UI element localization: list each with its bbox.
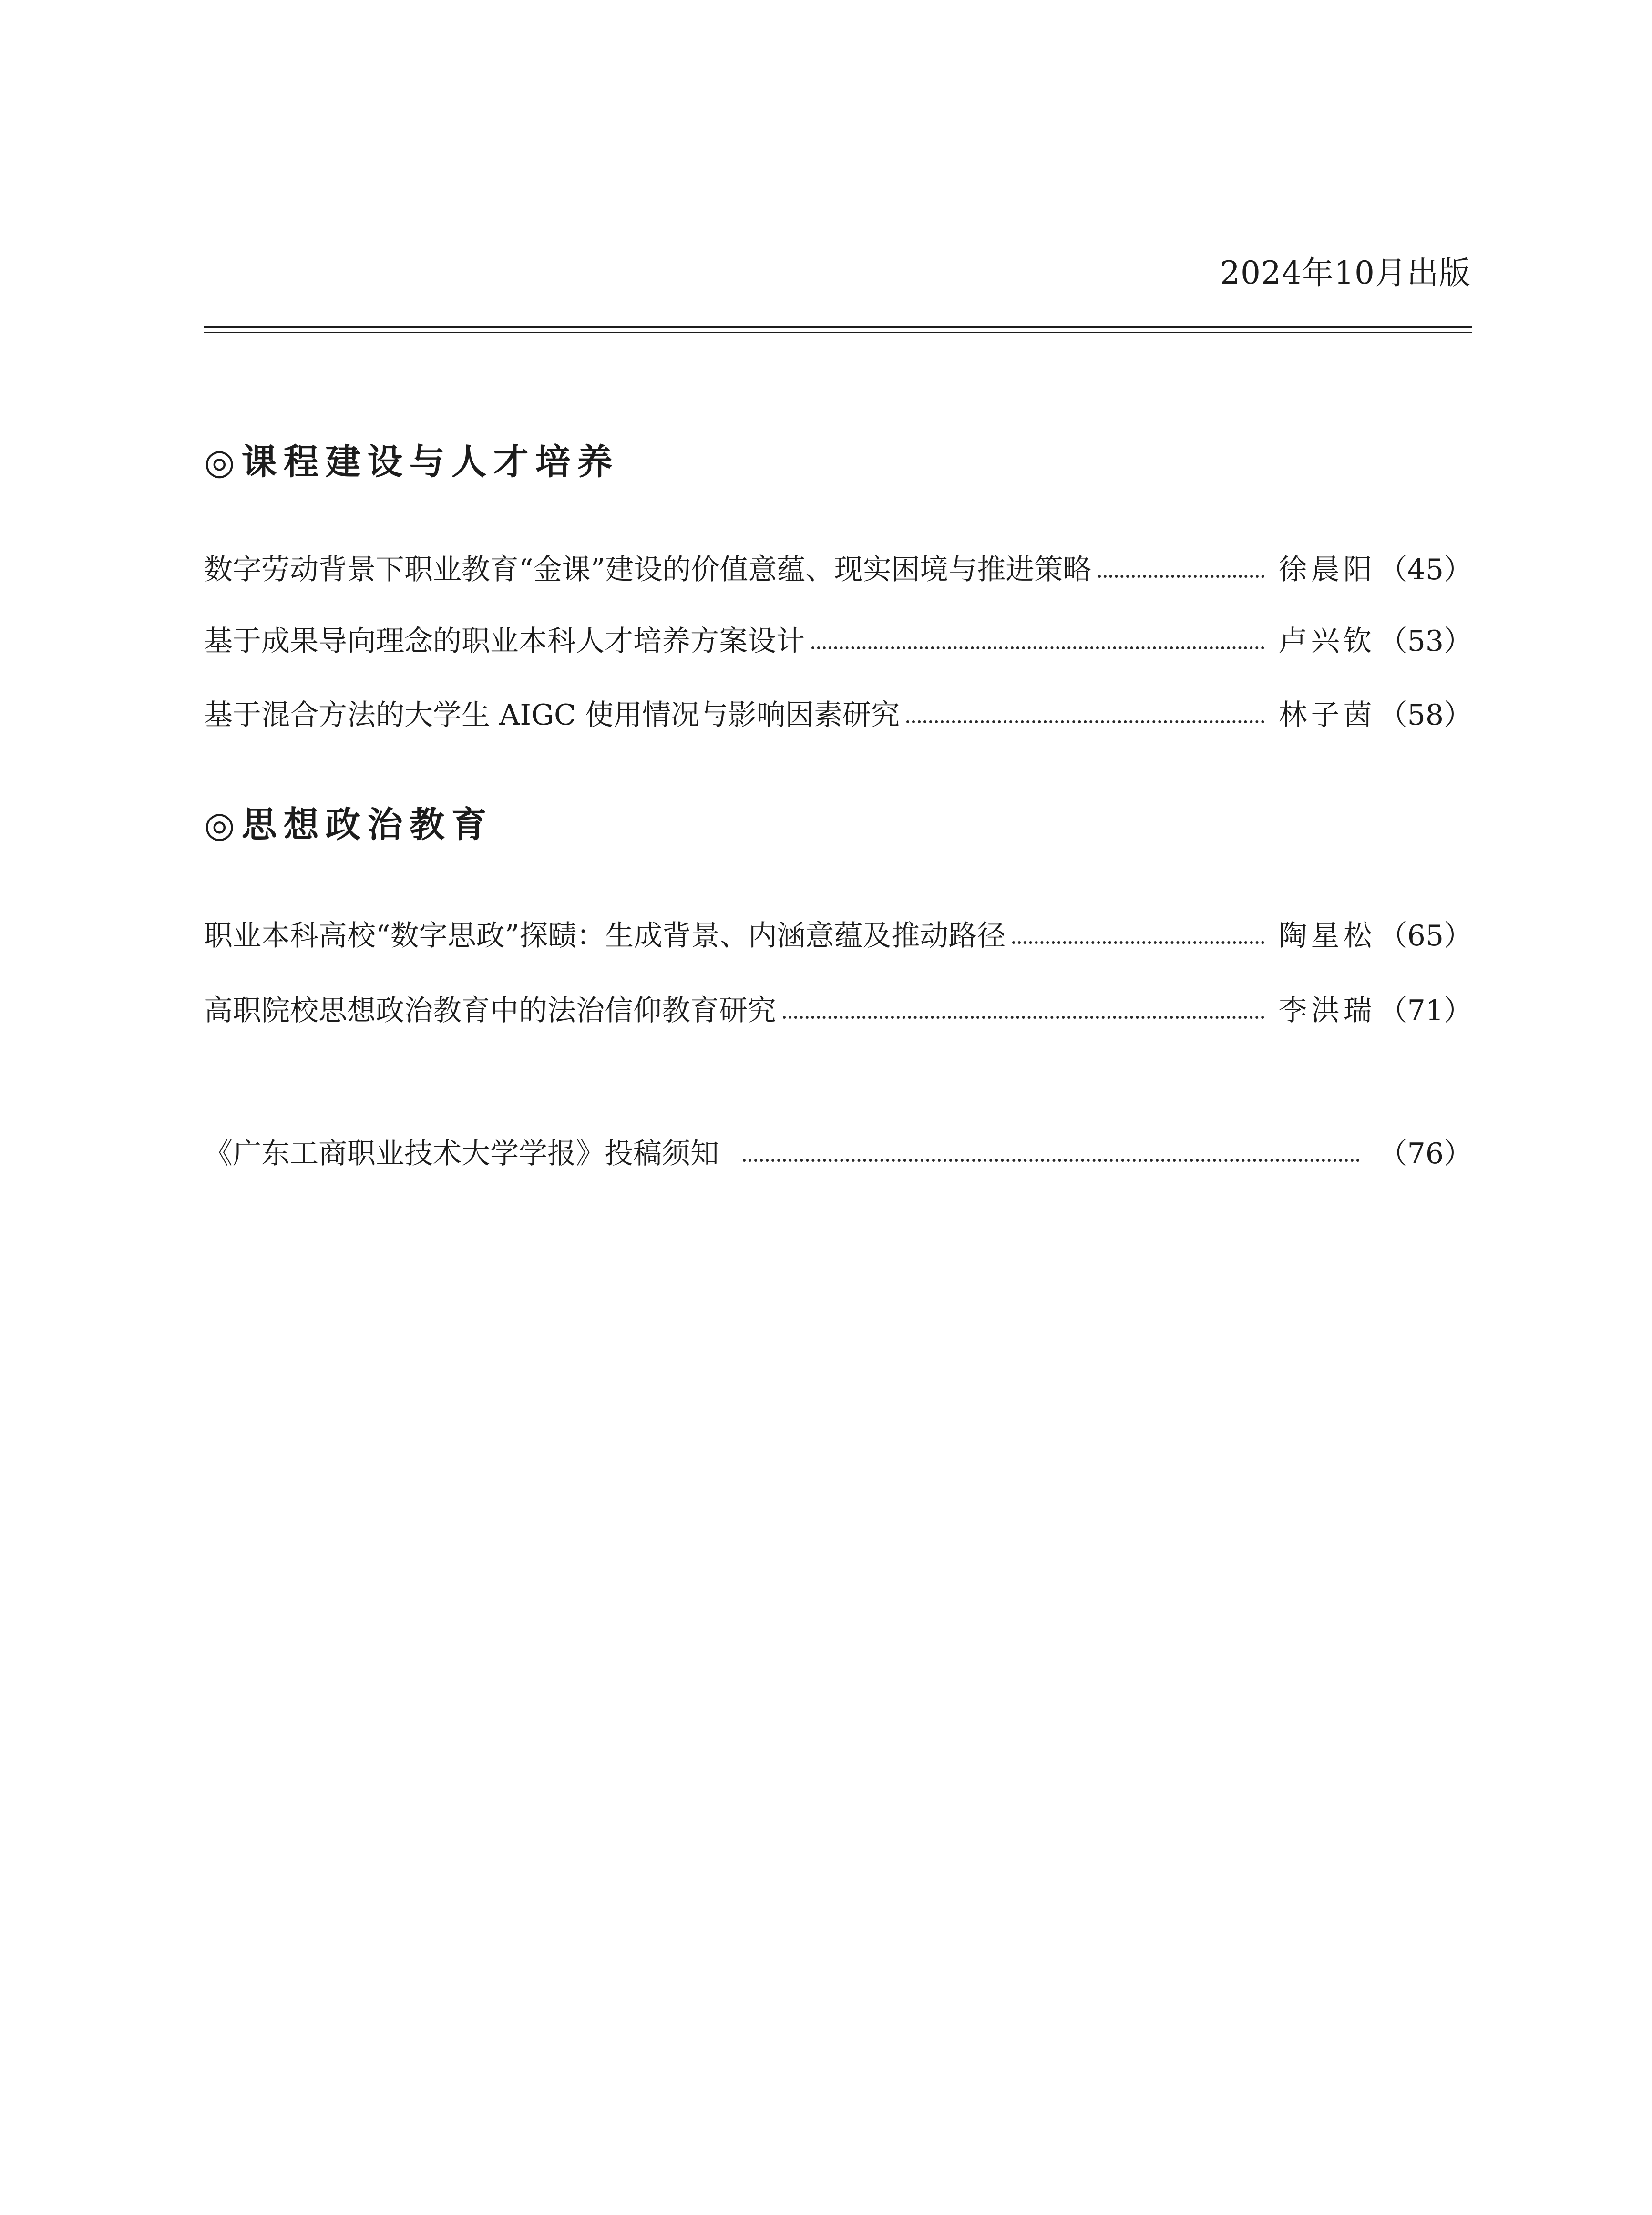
- toc-entry-page: （45）: [1378, 553, 1472, 586]
- submission-notice-page: （76）: [1378, 1137, 1472, 1170]
- toc-entry-author: 卢兴钦: [1278, 625, 1376, 658]
- dot-leader: [1098, 575, 1264, 578]
- toc-entry[interactable]: [204, 620, 1472, 663]
- toc-entry-page: （71）: [1378, 994, 1472, 1027]
- toc-entry-author: 李洪瑞: [1278, 994, 1376, 1027]
- toc-entry[interactable]: [204, 548, 1472, 591]
- header-rule-thin: [204, 332, 1472, 333]
- toc-entry-page: （58）: [1378, 698, 1472, 732]
- toc-entry-author: 陶星松: [1278, 919, 1376, 953]
- dot-leader: [906, 720, 1264, 723]
- section-heading-ideological-education: ◎思想政治教育: [204, 804, 493, 845]
- toc-entry-author: 林子茵: [1278, 698, 1376, 732]
- submission-notice-title: 《广东工商职业技术大学学报》投稿须知: [204, 1137, 719, 1170]
- toc-entry-title: 基于混合方法的大学生 AIGC 使用情况与影响因素研究: [204, 698, 900, 732]
- toc-entry-title: 基于成果导向理念的职业本科人才培养方案设计: [204, 625, 805, 658]
- toc-entry[interactable]: [204, 989, 1472, 1032]
- toc-entry[interactable]: [204, 914, 1472, 957]
- toc-entry-page: （53）: [1378, 625, 1472, 658]
- toc-entry-title: 数字劳动背景下职业教育“金课”建设的价值意蕴、现实困境与推进策略: [204, 553, 1092, 586]
- dot-leader: [811, 646, 1264, 649]
- header-rule-thick: [204, 326, 1472, 328]
- dot-leader: [783, 1016, 1264, 1019]
- dot-leader: [743, 1159, 1360, 1162]
- toc-entry[interactable]: [204, 694, 1472, 737]
- submission-notice-entry[interactable]: [204, 1132, 1472, 1175]
- section-heading-curriculum: ◎课程建设与人才培养: [204, 441, 619, 482]
- dot-leader: [1012, 941, 1264, 944]
- toc-entry-title: 高职院校思想政治教育中的法治信仰教育研究: [204, 994, 776, 1027]
- toc-entry-page: （65）: [1378, 919, 1472, 953]
- toc-entry-author: 徐晨阳: [1278, 553, 1376, 586]
- publication-date: 2024年10月出版: [1220, 255, 1471, 291]
- toc-entry-title: 职业本科高校“数字思政”探赜：生成背景、内涵意蕴及推动路径: [204, 919, 1006, 953]
